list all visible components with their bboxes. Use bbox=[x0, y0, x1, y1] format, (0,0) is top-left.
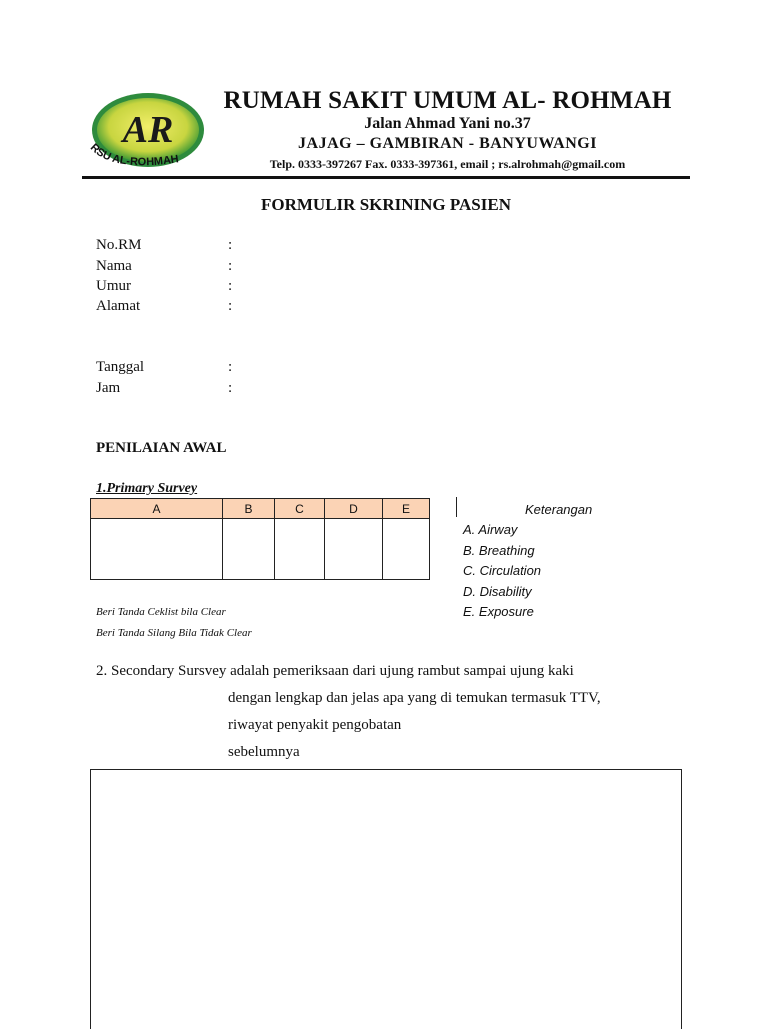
column-header-a: A bbox=[91, 499, 223, 519]
primary-survey-title: 1.Primary Survey bbox=[96, 481, 198, 496]
field-label-umur: Umur bbox=[96, 278, 131, 294]
field-label-nama: Nama bbox=[96, 258, 132, 274]
check-cell-a[interactable] bbox=[91, 519, 223, 580]
field-label-alamat: Alamat bbox=[96, 298, 141, 314]
form-title: FORMULIR SKRINING PASIEN bbox=[261, 195, 511, 214]
logo-caption: RSU AL-ROHMAH bbox=[87, 141, 180, 169]
hospital-street: Jalan Ahmad Yani no.37 bbox=[364, 115, 531, 132]
field-input-jam[interactable]: : bbox=[228, 380, 233, 396]
primary-survey-input-row bbox=[91, 519, 430, 580]
field-label-jam: Jam bbox=[96, 380, 121, 396]
column-header-c: C bbox=[275, 499, 325, 519]
legend-item-exposure: E. Exposure bbox=[463, 604, 534, 619]
legend-item-disability: D. Disability bbox=[463, 584, 532, 599]
logo-monogram: AR bbox=[122, 109, 174, 151]
check-cell-e[interactable] bbox=[383, 519, 430, 580]
primary-survey-header-row bbox=[91, 499, 430, 519]
check-cell-d[interactable] bbox=[325, 519, 383, 580]
secondary-survey-line: dengan lengkap dan jelas apa yang di temukan termasuk TTV, bbox=[228, 690, 601, 706]
section-title-penilaian-awal: PENILAIAN AWAL bbox=[96, 440, 227, 456]
field-label-no-rm: No.RM bbox=[96, 237, 142, 253]
field-input-alamat[interactable]: : bbox=[228, 298, 233, 314]
field-input-no-rm[interactable]: : bbox=[228, 237, 233, 253]
field-input-nama[interactable]: : bbox=[228, 258, 233, 274]
check-cell-b[interactable] bbox=[223, 519, 275, 580]
legend-item-circulation: C. Circulation bbox=[463, 563, 542, 578]
header-divider bbox=[82, 176, 690, 179]
field-input-tanggal[interactable]: : bbox=[228, 359, 233, 375]
legend-divider bbox=[456, 497, 457, 517]
column-header-d: D bbox=[325, 499, 383, 519]
hospital-name: RUMAH SAKIT UMUM AL- ROHMAH bbox=[223, 87, 672, 114]
legend-item-airway: A. Airway bbox=[463, 522, 518, 537]
note-check-clear: Beri Tanda Ceklist bila Clear bbox=[96, 606, 226, 618]
field-input-umur[interactable]: : bbox=[228, 278, 233, 294]
primary-survey-table bbox=[90, 498, 430, 580]
secondary-survey-notes-box[interactable] bbox=[90, 769, 682, 1029]
legend-item-breathing: B. Breathing bbox=[463, 543, 535, 558]
field-label-tanggal: Tanggal bbox=[96, 359, 145, 375]
hospital-logo bbox=[86, 90, 216, 182]
secondary-survey-line: 2. Secondary Sursvey adalah pemeriksaan dari ujung rambut sampai ujung kaki bbox=[96, 663, 574, 679]
hospital-contact: Telp. 0333-397267 Fax. 0333-397361, email ; rs.alrohmah@gmail.com bbox=[269, 157, 626, 171]
column-header-b: B bbox=[223, 499, 275, 519]
secondary-survey-line: riwayat penyakit pengobatan bbox=[228, 717, 402, 733]
secondary-survey-line: sebelumnya bbox=[228, 744, 300, 760]
note-cross-not-clear: Beri Tanda Silang Bila Tidak Clear bbox=[96, 627, 252, 639]
legend-title: Keterangan bbox=[525, 502, 593, 517]
hospital-city: JAJAG – GAMBIRAN - BANYUWANGI bbox=[298, 135, 597, 152]
check-cell-c[interactable] bbox=[275, 519, 325, 580]
column-header-e: E bbox=[383, 499, 430, 519]
